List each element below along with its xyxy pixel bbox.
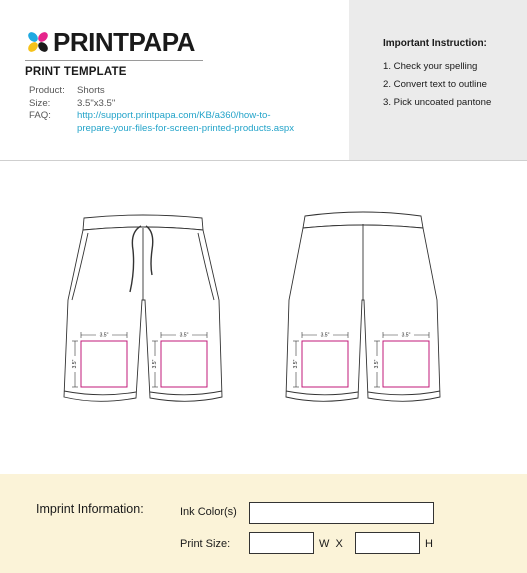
meta-label: Product: (29, 85, 65, 96)
instruction-item: 3. Pick uncoated pantone (383, 97, 492, 108)
logo-text: PRINTPAPA (53, 27, 195, 57)
instruction-item: 2. Convert text to outline (383, 79, 487, 90)
height-dimension-label: 3.5" (72, 359, 78, 369)
height-dimension-label: 3.5" (293, 359, 299, 369)
meta-row-faq (29, 110, 294, 123)
product-meta (29, 85, 294, 135)
height-dimension-label: 3.5" (374, 359, 380, 369)
logo-mark-icon (25, 29, 51, 55)
width-dimension-label: 3.5" (320, 332, 330, 339)
imprint-title: Imprint Information: (36, 502, 144, 516)
height-dimension-label: 3.5" (152, 359, 158, 369)
meta-row-product (29, 85, 294, 98)
faq-link-continued[interactable]: prepare-your-files-for-screen-printed-products.aspx (77, 122, 295, 134)
print-area-box (161, 341, 207, 387)
meta-value: 3.5"x3.5" (77, 97, 116, 109)
instructions (383, 38, 491, 112)
w-label: W (319, 538, 330, 550)
meta-row-faq-cont (29, 123, 294, 136)
imprint-footer (0, 474, 527, 573)
logo (25, 28, 195, 56)
height-label: H (425, 538, 433, 550)
meta-value: Shorts (77, 85, 105, 96)
logo-divider (25, 60, 203, 61)
garment-illustrations (0, 161, 527, 474)
width-dimension-label: 3.5" (179, 332, 189, 339)
width-dimension-label: 3.5" (401, 332, 411, 339)
print-area-box (383, 341, 429, 387)
meta-label: FAQ: (29, 110, 51, 121)
ink-color-label: Ink Color(s) (180, 506, 237, 518)
instruction-item: 1. Check your spelling (383, 61, 478, 72)
instructions-title: Important Instruction: (383, 38, 487, 49)
ink-color-input[interactable] (249, 502, 434, 524)
faq-link[interactable]: http://support.printpapa.com/KB/a360/how-to- (77, 110, 271, 121)
print-area-box (81, 341, 127, 387)
meta-label: Size: (29, 97, 51, 109)
page-title: PRINT TEMPLATE (25, 66, 127, 78)
print-width-input[interactable] (249, 532, 314, 554)
width-dimension-label: 3.5" (99, 332, 109, 339)
width-label (319, 538, 343, 550)
header-left (0, 0, 349, 160)
x-label: X (335, 538, 343, 550)
print-area-box (302, 341, 348, 387)
print-size-label: Print Size: (180, 538, 231, 550)
meta-row-size (29, 98, 294, 111)
print-height-input[interactable] (355, 532, 420, 554)
